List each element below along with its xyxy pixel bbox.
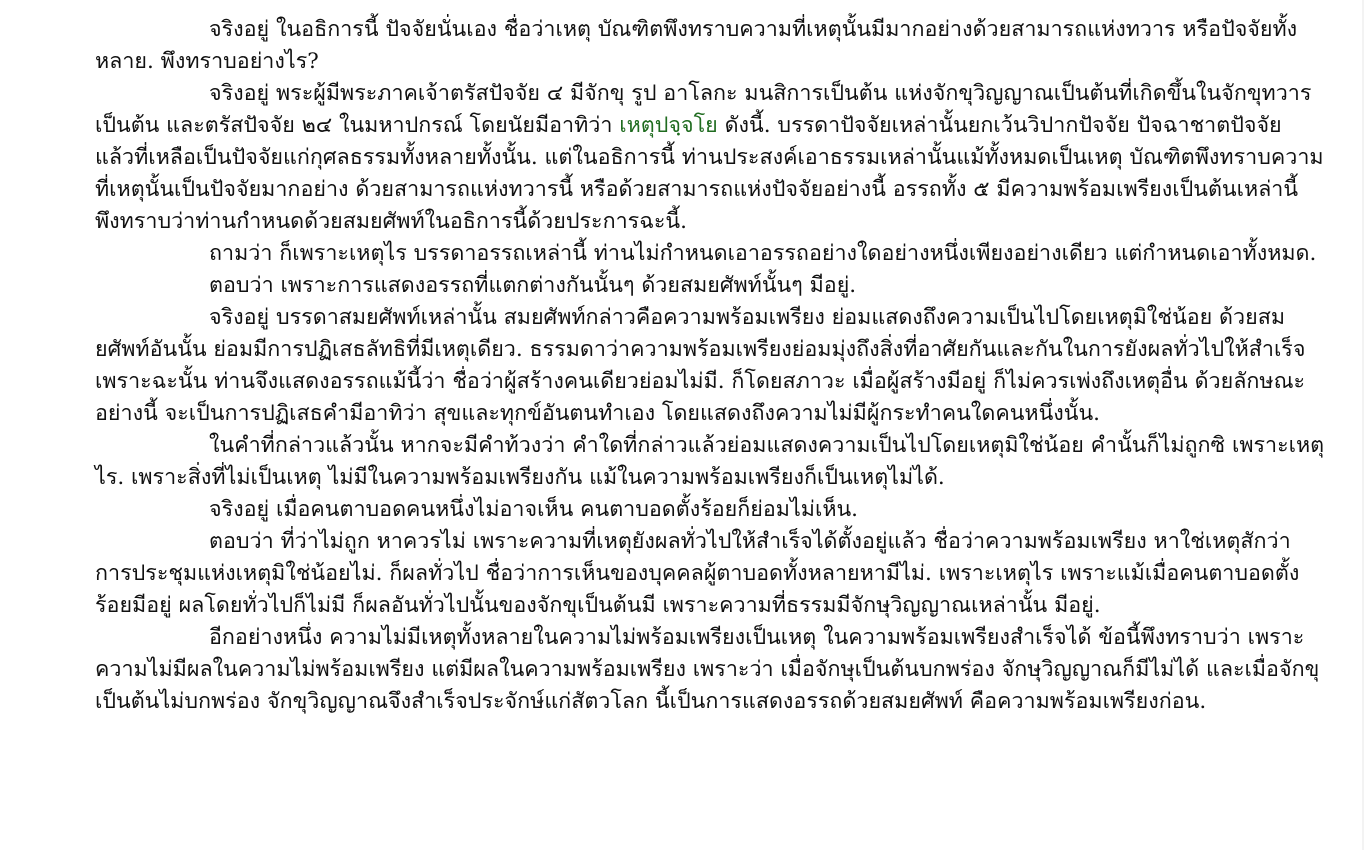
paragraph [95, 78, 1327, 238]
paragraph [95, 270, 1327, 302]
paragraph-text: อีกอย่างหนึ่ง ความไม่มีเหตุทั้งหลายในความไม่พร้อมเพรียงเป็นเหตุ ในความพร้อมเพรียงสำเร็จได้ ข้อนี้พึงทราบว่า เพราะความไม่มีผลในความไม่พร้อมเพรียง แต่มีผลในความพร้อมเพรียง เพราะว่า เมื่อจักษุเป็นต้นบกพร่อง จักษุวิญญาณก็มีไม่ได้ และเมื่อจักขุเป็นต้นไม่บกพร่อง จักขุวิญญาณจึงสำเร็จประจักษ์แก่สัตวโลก นี้เป็นการแสดงอรรถด้วยสมยศัพท์ คือความพร้อมเพรียงก่อน. [95, 625, 1320, 714]
paragraph-text: ดังนี้. บรรดาปัจจัยเหล่านั้นยกเว้นวิปากปัจจัย ปัจฉาชาตปัจจัย แล้วที่เหลือเป็นปัจจัยแก่กุศลธรรมทั้งหลายทั้งนั้น. แต่ในอธิการนี้ ท่านประสงค์เอาธรรมเหล่านั้นแม้ทั้งหมดเป็นเหตุ บัณฑิตพึงทราบความที่เหตุนั้นเป็นปัจจัยมากอย่าง ด้วยสามารถแห่งทวารนี้ หรือด้วยสามารถแห่งปัจจัยอย่างนี้ อรรถทั้ง ๕ มีความพร้อมเพรียงเป็นต้นเหล่านี้ พึงทราบว่าท่านกำหนดด้วยสมยศัพท์ในอธิการนี้ด้วยประการฉะนี้. [95, 113, 1324, 234]
paragraph [95, 14, 1327, 78]
paragraph-text: จริงอยู่ ในอธิการนี้ ปัจจัยนั่นเอง ชื่อว่าเหตุ บัณฑิตพึงทราบความที่เหตุนั้นมีมากอย่างด้วยสามารถแห่งทวาร หรือปัจจัยทั้งหลาย. พึงทราบอย่างไร? [95, 17, 1298, 74]
paragraph-text: จริงอยู่ เมื่อคนตาบอดคนหนึ่งไม่อาจเห็น คนตาบอดตั้งร้อยก็ย่อมไม่เห็น. [209, 497, 859, 522]
paragraph [95, 622, 1327, 718]
paragraph-text: ตอบว่า ที่ว่าไม่ถูก หาควรไม่ เพราะความที่เหตุยังผลทั่วไปให้สำเร็จได้ตั้งอยู่แล้ว ชื่อว่าความพร้อมเพรียง หาใช่เหตุสักว่าการประชุมแห่งเหตุมิใช่น้อยไม่. ก็ผลทั่วไป ชื่อว่าการเห็นของบุคคลผู้ตาบอดทั้งหลายหามีไม่. เพราะเหตุไร เพราะแม้เมื่อคนตาบอดตั้งร้อยมีอยู่ ผลโดยทั่วไปก็ไม่มี ก็ผลอันทั่วไปนั้นของจักขุเป็นต้นมี เพราะความที่ธรรมมีจักษุวิญญาณเหล่านั้น มีอยู่. [95, 529, 1300, 618]
paragraph-text: ตอบว่า เพราะการแสดงอรรถที่แตกต่างกันนั้นๆ ด้วยสมยศัพท์นั้นๆ มีอยู่. [209, 273, 857, 298]
highlighted-term: เหตุปจฺจโย [619, 113, 718, 138]
paragraph [95, 494, 1327, 526]
paragraph-text: จริงอยู่ พระผู้มีพระภาคเจ้าตรัสปัจจัย ๔ มีจักขุ รูป อาโลกะ มนสิการเป็นต้น แห่งจักขุวิญญาณเป็นต้นที่เกิดขึ้นในจักขุทวารเป็นต้น และตรัสปัจจัย ๒๔ ในมหาปกรณ์ โดยนัยมีอาทิว่า [95, 81, 1312, 138]
paragraph-text: ในคำที่กล่าวแล้วนั้น หากจะมีคำท้วงว่า คำใดที่กล่าวแล้วย่อมแสดงความเป็นไปโดยเหตุมิใช่น้อย คำนั้นก็ไม่ถูกซิ เพราะเหตุไร. เพราะสิ่งที่ไม่เป็นเหตุ ไม่มีในความพร้อมเพรียงกัน แม้ในความพร้อมเพรียงก็เป็นเหตุไม่ได้. [95, 433, 1325, 490]
paragraph [95, 238, 1327, 270]
paragraph [95, 526, 1327, 622]
paragraph [95, 302, 1327, 430]
paragraph-text: จริงอยู่ บรรดาสมยศัพท์เหล่านั้น สมยศัพท์กล่าวคือความพร้อมเพรียง ย่อมแสดงถึงความเป็นไปโดยเหตุมิใช่น้อย ด้วยสมยศัพท์อันนั้น ย่อมมีการปฏิเสธลัทธิที่มีเหตุเดียว. ธรรมดาว่าความพร้อมเพรียงย่อมมุ่งถึงสิ่งที่อาศัยกันและกันในการยังผลทั่วไปให้สำเร็จ เพราะฉะนั้น ท่านจึงแสดงอรรถแม้นี้ว่า ชื่อว่าผู้สร้างคนเดียวย่อมไม่มี. ก็โดยสภาวะ เมื่อผู้สร้างมีอยู่ ก็ไม่ควรเพ่งถึงเหตุอื่น ด้วยลักษณะอย่างนี้ จะเป็นการปฏิเสธคำมีอาทิว่า สุขและทุกข์อันตนทำเอง โดยแสดงถึงความไม่มีผู้กระทำคนใดคนหนึ่งนั้น. [95, 305, 1306, 426]
paragraph-text: ถามว่า ก็เพราะเหตุไร บรรดาอรรถเหล่านี้ ท่านไม่กำหนดเอาอรรถอย่างใดอย่างหนึ่งเพียงอย่างเดียว แต่กำหนดเอาทั้งหมด. [209, 241, 1317, 266]
document-body [95, 14, 1327, 718]
paragraph [95, 430, 1327, 494]
